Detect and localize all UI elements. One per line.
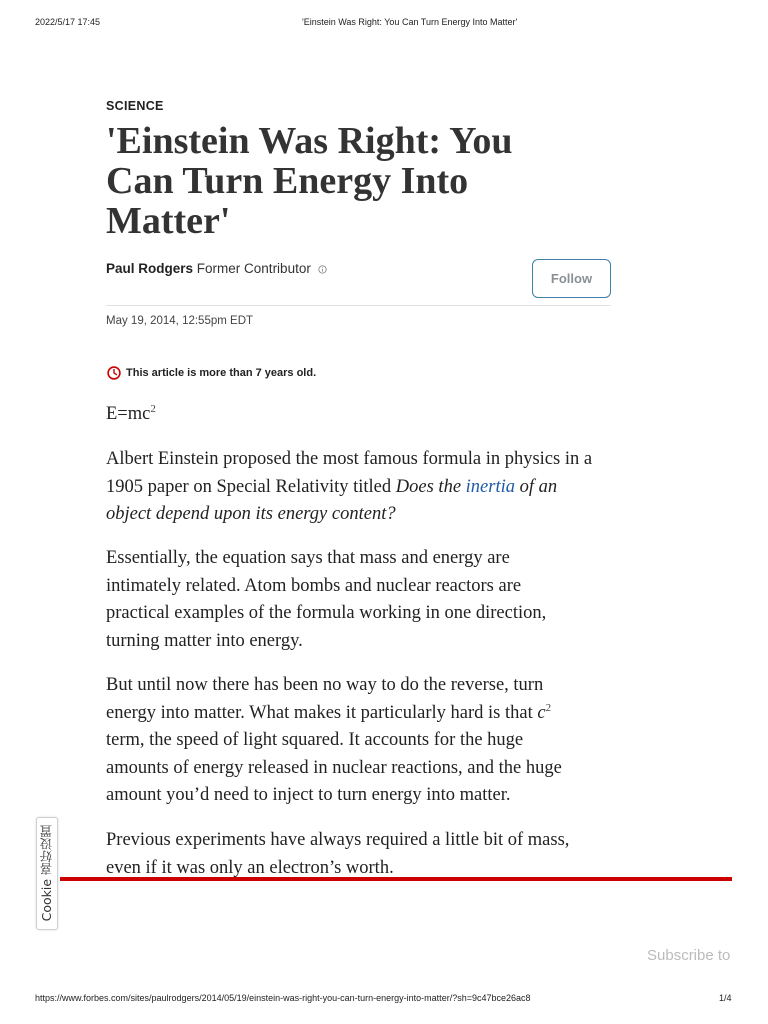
paragraph-line: turning matter into energy. [106,630,303,651]
line-text: energy into matter. What makes it particularly hard is that [106,702,538,723]
paragraph-line: But until now there has been no way to do the reverse, turn [106,675,544,695]
line-text: 1905 paper on Special Relativity titled [106,476,396,497]
section-label: SCIENCE [106,99,164,113]
paragraph-line: practical examples of the formula working in one direction, [106,603,547,623]
cookie-button-label: Cookie 喜好设置 [39,825,54,922]
formula-text: E=mc [106,404,151,424]
print-page-number: 1/4 [719,993,732,1003]
red-divider-line [60,877,732,881]
author-byline [106,260,327,278]
header-divider [106,305,611,306]
article-paragraph [106,446,592,529]
article-age-notice: This article is more than 7 years old. [126,367,317,379]
info-icon[interactable] [318,261,327,270]
clock-icon [107,366,121,380]
paragraph-line: amount you’d need to inject to turn energy into matter. [106,785,511,805]
paragraph-line [106,700,562,728]
paragraph-line: amounts of energy released in nuclear reactions, and the huge [106,757,562,778]
follow-button[interactable]: Follow [532,259,611,298]
publish-date: May 19, 2014, 12:55pm EDT [106,315,254,327]
print-url: https://www.forbes.com/sites/paulrodgers/2014/05/19/einstein-was-right-you-can-turn-energy-into-matter/?sh=9c47bce26ac8 [35,993,531,1003]
paragraph-line [106,474,592,502]
paper-title-text: Does the [395,476,466,497]
paragraph-line: intimately related. Atom bombs and nuclear reactors are [106,575,522,596]
formula-superscript: 2 [150,402,156,415]
formula [106,401,156,429]
subscribe-link[interactable]: Subscribe to [647,947,731,964]
paragraph-line: Essentially, the equation says that mass and energy are [106,548,510,568]
subscribe-teaser[interactable] [647,946,733,968]
c-superscript: 2 [545,701,552,714]
print-datetime: 2022/5/17 17:45 [35,17,101,27]
article-paragraph [106,672,562,810]
article-paragraph [106,545,546,655]
print-page-title: 'Einstein Was Right: You Can Turn Energy Into Matter' [302,17,518,27]
inertia-link[interactable]: inertia [465,476,515,497]
paragraph-line: Previous experiments have always required a little bit of mass, [106,830,570,850]
paragraph-line: Albert Einstein proposed the most famous formula in physics in a [106,449,593,469]
paragraph-line: object depend upon its energy content? [106,504,396,524]
author-name[interactable]: Paul Rodgers [106,261,194,276]
paper-title-text: of an [515,476,558,497]
cookie-preferences-button[interactable] [36,817,58,930]
paragraph-line: term, the speed of light squared. It accounts for the huge [106,730,524,750]
article-title: 'Einstein Was Right: You Can Turn Energy Into Matter' [106,120,513,242]
article-paragraph [106,827,569,882]
c-variable: c [537,702,546,723]
author-role: Former Contributor [196,261,311,276]
paragraph-line: even if it was only an electron’s worth. [106,857,394,878]
